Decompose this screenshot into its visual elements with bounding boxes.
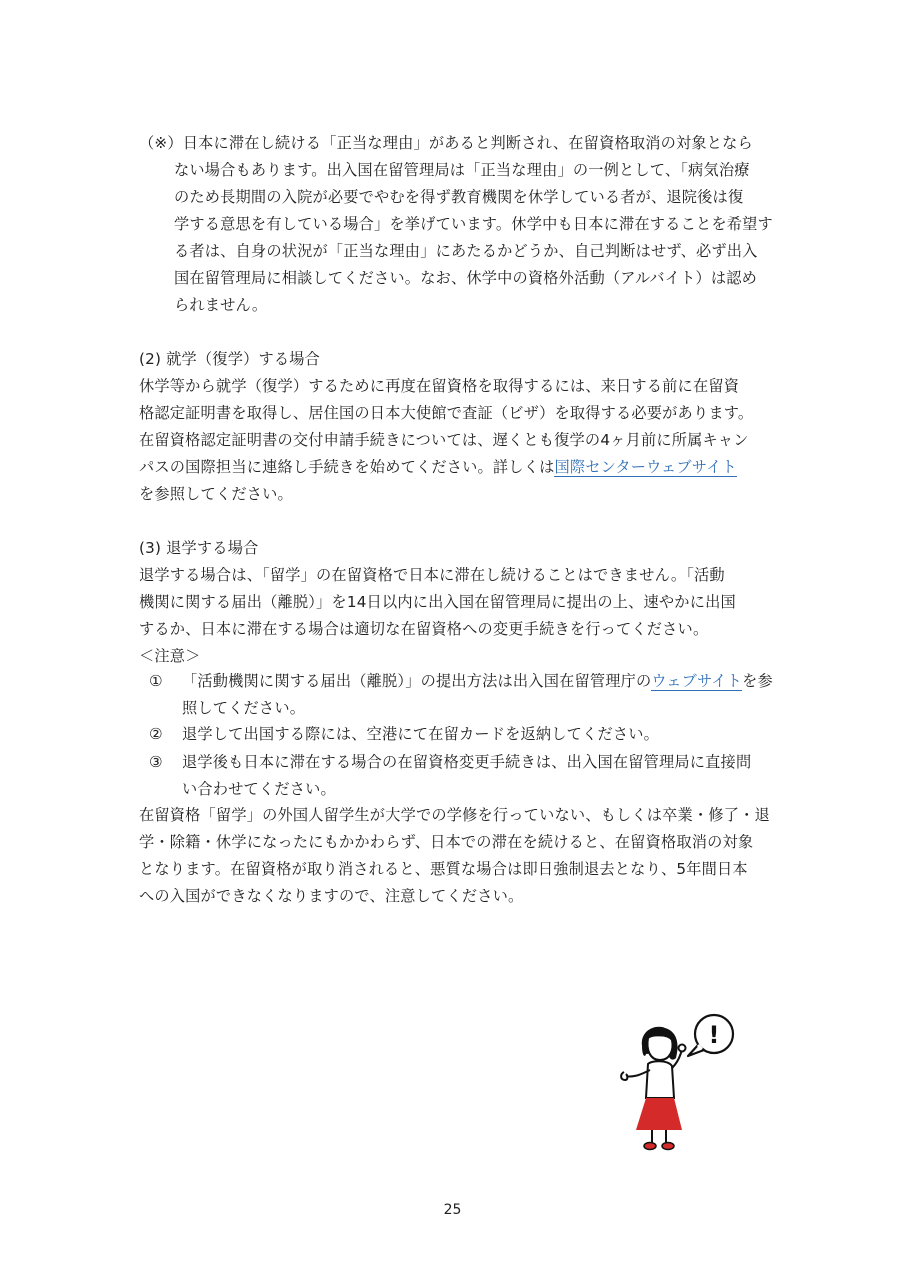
international-center-website-link[interactable]: 国際センターウェブサイト — [554, 458, 737, 476]
note-line: のため長期間の入院が必要でやむを得ず教育機関を休学している者が、退院後は復 — [174, 188, 744, 206]
note-line: られません。 — [174, 296, 268, 314]
item-text: 「活動機関に関する届出（離脱）」の提出方法は出入国在留管理庁の — [182, 672, 652, 690]
paragraph-line: 退学する場合は、「留学」の在留資格で日本に滞在し続けることはできません。「活動 — [139, 566, 725, 584]
paragraph-text: パスの国際担当に連絡し手続きを始めてください。詳しくは — [139, 458, 555, 476]
note-line: る者は、自身の状況が「正当な理由」にあたるかどうか、自己判断はせず、必ず出入 — [174, 242, 758, 260]
closing-paragraph — [139, 802, 787, 910]
note-line: 国在留管理局に相談してください。なお、休学中の資格外活動（アルバイト）は認め — [174, 269, 758, 287]
paragraph-line: 在留資格認定証明書の交付申請手続きについては、遅くとも復学の4ヶ月前に所属キャン — [139, 431, 749, 449]
paragraph-line: 在留資格「留学」の外国人留学生が大学での学修を行っていない、もしくは卒業・修了・退 — [139, 806, 770, 824]
caution-list — [139, 666, 787, 803]
section-reenrollment — [139, 346, 787, 508]
list-item — [139, 721, 787, 748]
paragraph-line: を参照してください。 — [139, 485, 293, 503]
section-withdrawal — [139, 535, 787, 670]
item-number: ③ — [149, 753, 163, 771]
paragraph-line: 学・除籍・休学になったにもかかわらず、日本での滞在を続けると、在留資格取消の対象 — [139, 833, 754, 851]
girl-with-exclamation-icon — [612, 1012, 742, 1157]
list-item — [139, 668, 787, 722]
note-block — [139, 130, 787, 319]
item-line: 退学後も日本に滞在する場合の在留資格変更手続きは、出入国在留管理局に直接問 — [182, 753, 752, 771]
paragraph-line: 休学等から就学（復学）するために再度在留資格を取得するには、来日する前に在留資 — [139, 377, 740, 395]
note-line: （※）日本に滞在し続ける「正当な理由」があると判断され、在留資格取消の対象となら — [139, 134, 753, 152]
note-line: ない場合もあります。出入国在留管理局は「正当な理由」の一例として、「病気治療 — [174, 161, 750, 179]
item-line: 照してください。 — [182, 699, 306, 717]
note-line: 学する意思を有している場合」を挙げています。休学中も日本に滞在することを希望す — [174, 215, 773, 233]
caution-label: ＜注意＞ — [139, 647, 201, 665]
paragraph-line: 格認定証明書を取得し、居住国の日本大使館で査証（ビザ）を取得する必要があります。 — [139, 404, 754, 422]
item-text: を参 — [742, 672, 773, 690]
paragraph-line: するか、日本に滞在する場合は適切な在留資格への変更手続きを行ってください。 — [139, 620, 709, 638]
paragraph-line: への入国ができなくなりますので、注意してください。 — [139, 887, 524, 905]
item-number: ② — [149, 725, 163, 743]
item-line — [182, 668, 787, 695]
item-line: 退学して出国する際には、空港にて在留カードを返納してください。 — [182, 725, 660, 743]
item-number: ① — [149, 672, 163, 690]
page-number: 25 — [443, 1202, 462, 1218]
immigration-website-link[interactable]: ウェブサイト — [651, 672, 743, 690]
section-heading: (3) 退学する場合 — [139, 539, 259, 557]
item-line: い合わせてください。 — [182, 780, 336, 798]
paragraph-line: 機関に関する届出（離脱）」を14日以内に出入国在留管理局に提出の上、速やかに出国 — [139, 593, 736, 611]
list-item — [139, 749, 787, 803]
paragraph-line: となります。在留資格が取り消されると、悪質な場合は即日強制退去となり、5年間日本 — [139, 860, 748, 878]
paragraph-line — [139, 454, 787, 481]
section-heading: (2) 就学（復学）する場合 — [139, 350, 321, 368]
exclamation-mark: ! — [708, 1021, 720, 1049]
